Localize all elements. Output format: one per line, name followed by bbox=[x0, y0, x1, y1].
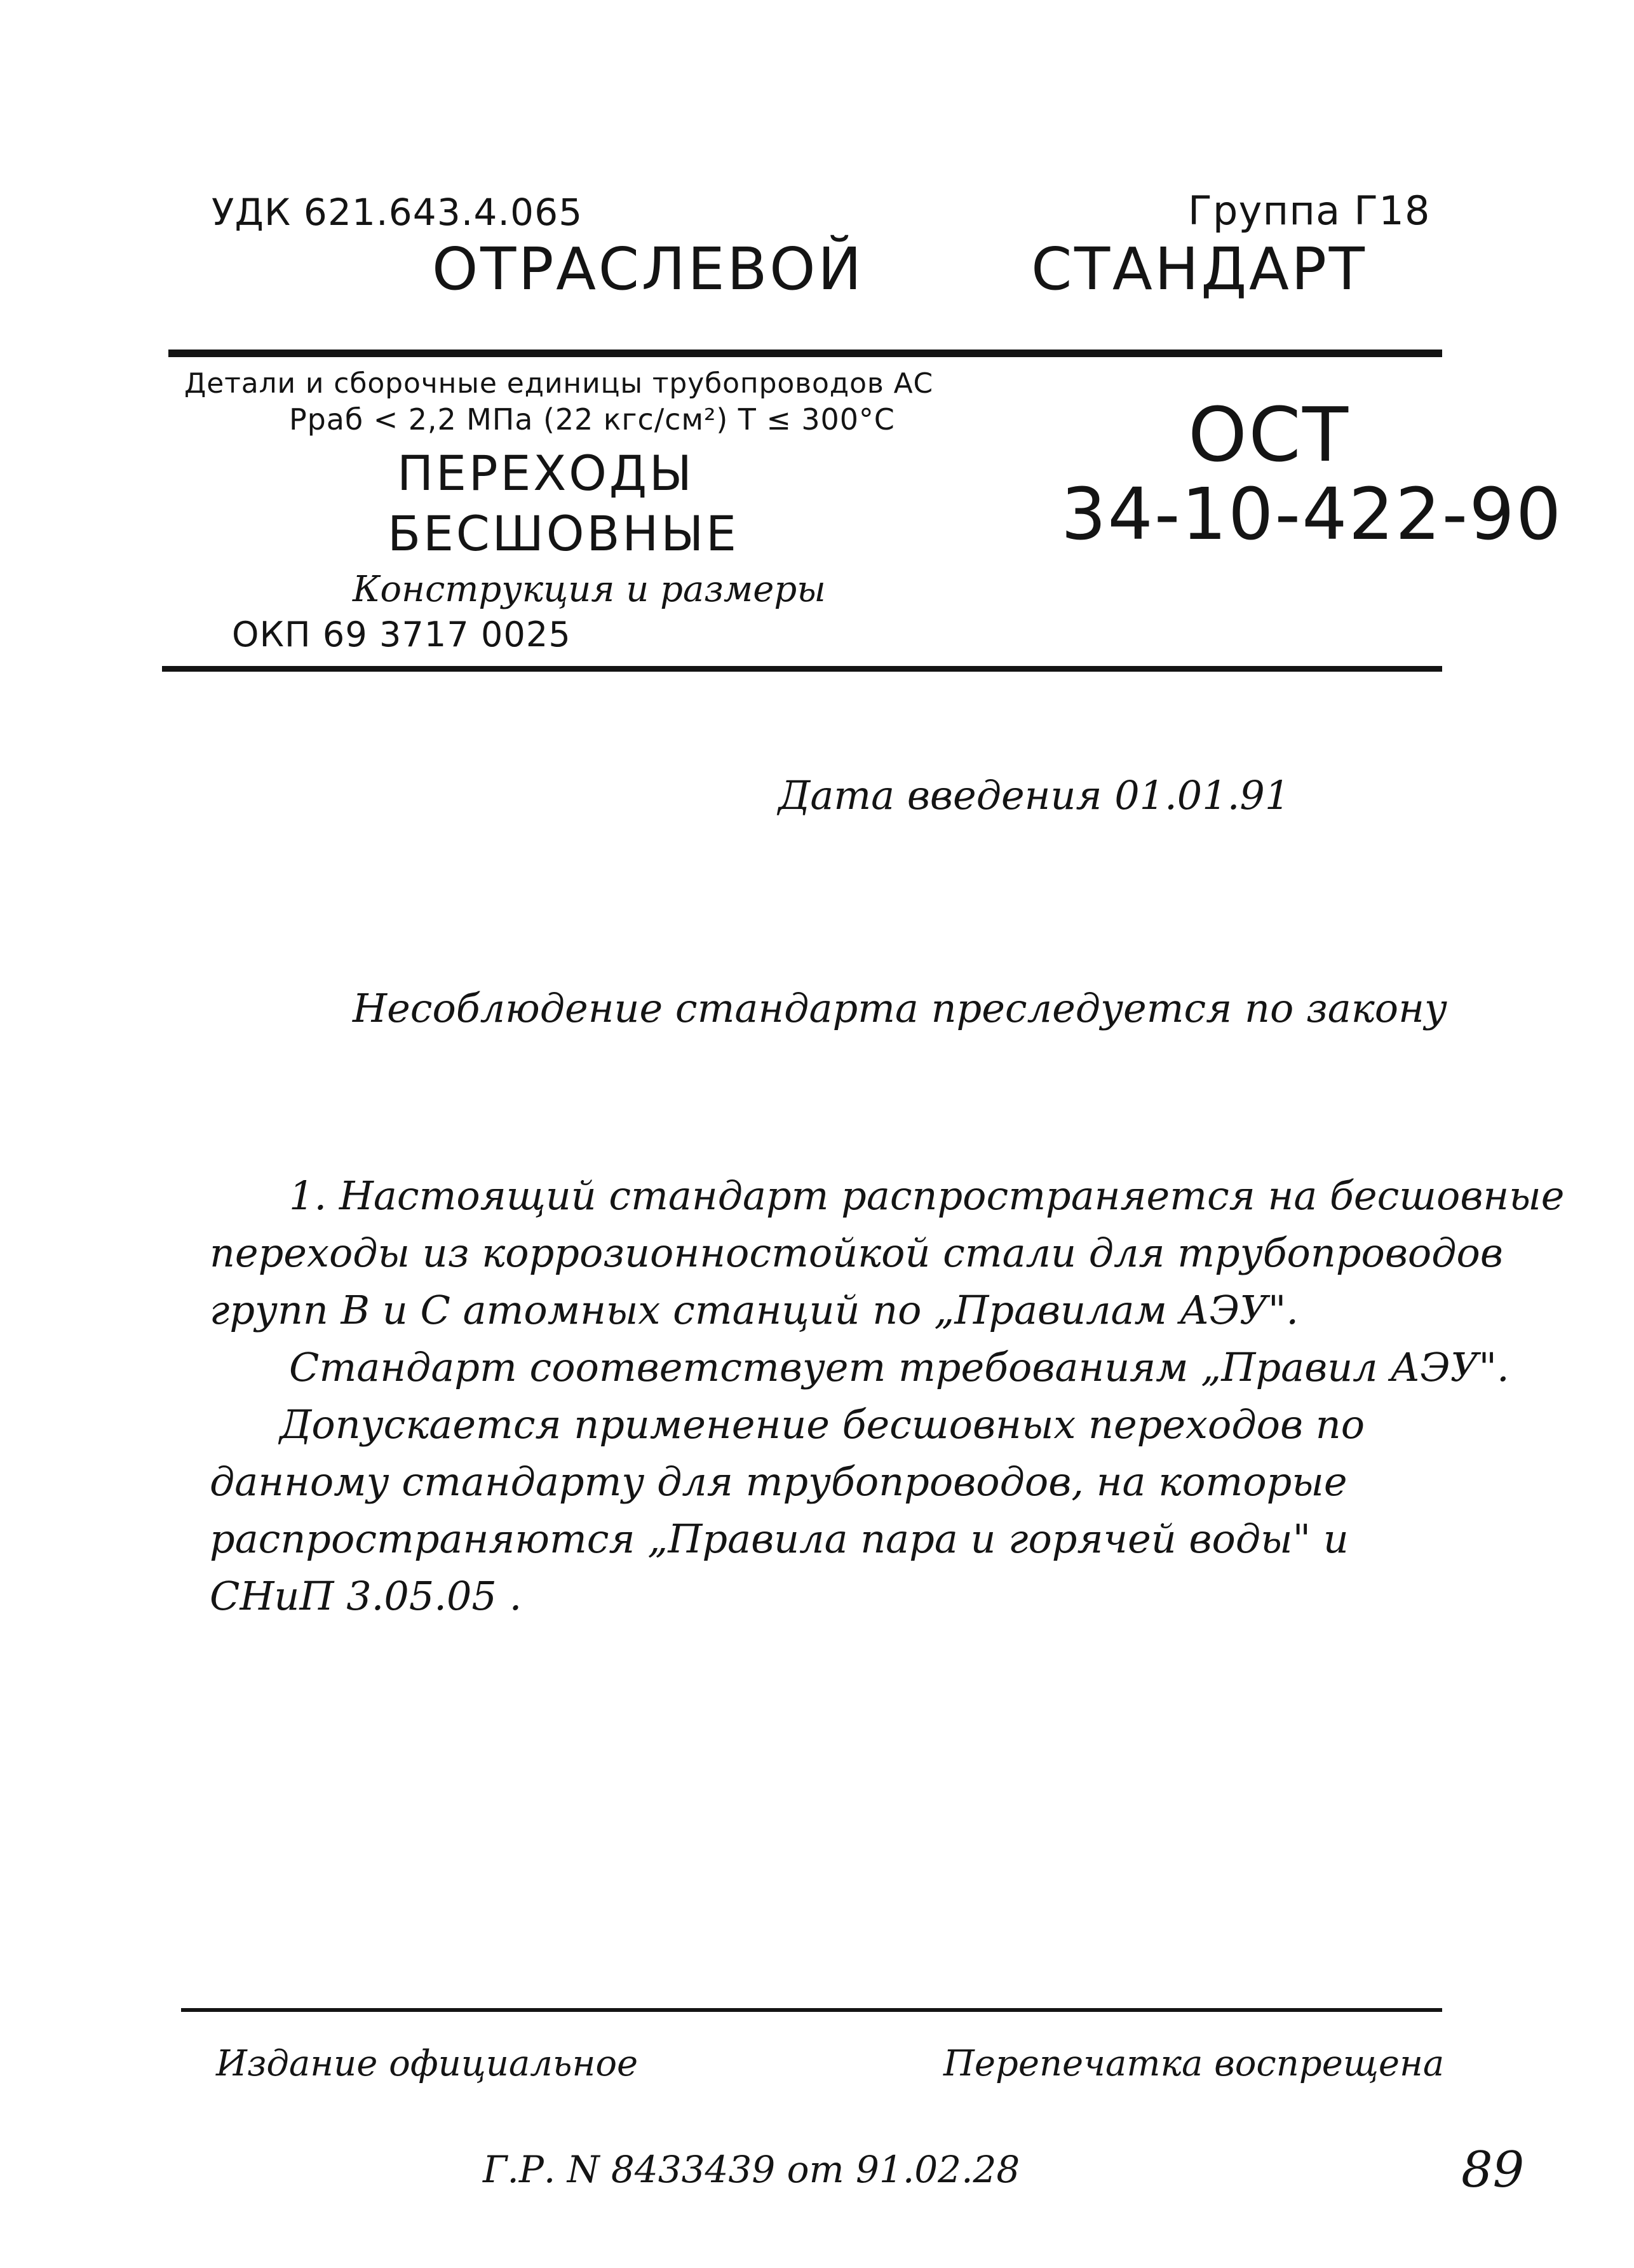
ost-number: 34-10-422-90 bbox=[1061, 473, 1563, 556]
edition-note: Издание официальное bbox=[216, 2043, 638, 2084]
body-line-5: Допускается применение бесшовных переходов по bbox=[280, 1401, 1365, 1448]
legal-notice: Несоблюдение стандарта преследуется по закону bbox=[353, 985, 1447, 1031]
document-type-title: ОТРАСЛЕВОЙ СТАНДАРТ bbox=[432, 235, 1367, 303]
body-line-1: 1. Настоящий стандарт распространяется на бесшовные bbox=[289, 1172, 1565, 1219]
body-line-6: данному стандарту для трубопроводов, на которые bbox=[210, 1458, 1347, 1505]
introduction-date: Дата введения 01.01.91 bbox=[778, 772, 1290, 818]
body-line-4: Стандарт соответствует требованиям „Правил АЭУ". bbox=[289, 1344, 1509, 1390]
product-name-line-2: БЕСШОВНЫЕ bbox=[388, 505, 739, 562]
udk-code: УДК 621.643.4.065 bbox=[212, 191, 583, 234]
reprint-notice: Перепечатка воспрещена bbox=[943, 2043, 1445, 2084]
okp-code: ОКП 69 3717 0025 bbox=[232, 615, 571, 655]
body-line-2: переходы из коррозионностойкой стали для трубопроводов bbox=[210, 1230, 1503, 1276]
scope-line-1: Детали и сборочные единицы трубопроводов АС bbox=[184, 367, 934, 400]
title-block-top-rule bbox=[168, 350, 1442, 357]
body-line-8: СНиП 3.05.05 . bbox=[210, 1573, 522, 1619]
document-subtitle: Конструкция и размеры bbox=[353, 569, 826, 610]
footer-rule bbox=[181, 2008, 1442, 2012]
group-code: Группа Г18 bbox=[1188, 187, 1431, 234]
scope-line-2: Pраб < 2,2 МПа (22 кгс/см²) T ≤ 300°C bbox=[289, 402, 895, 437]
title-block-bottom-rule bbox=[162, 666, 1442, 672]
product-name-line-1: ПЕРЕХОДЫ bbox=[397, 445, 694, 501]
registration-number: Г.Р. N 8433439 от 91.02.28 bbox=[483, 2148, 1020, 2191]
ost-label: ОСТ bbox=[1188, 391, 1350, 479]
page-number: 89 bbox=[1461, 2142, 1525, 2199]
body-line-3: групп B и C атомных станций по „Правилам АЭУ". bbox=[210, 1287, 1299, 1333]
body-line-7: распространяются „Правила пара и горячей воды" и bbox=[210, 1516, 1349, 1562]
